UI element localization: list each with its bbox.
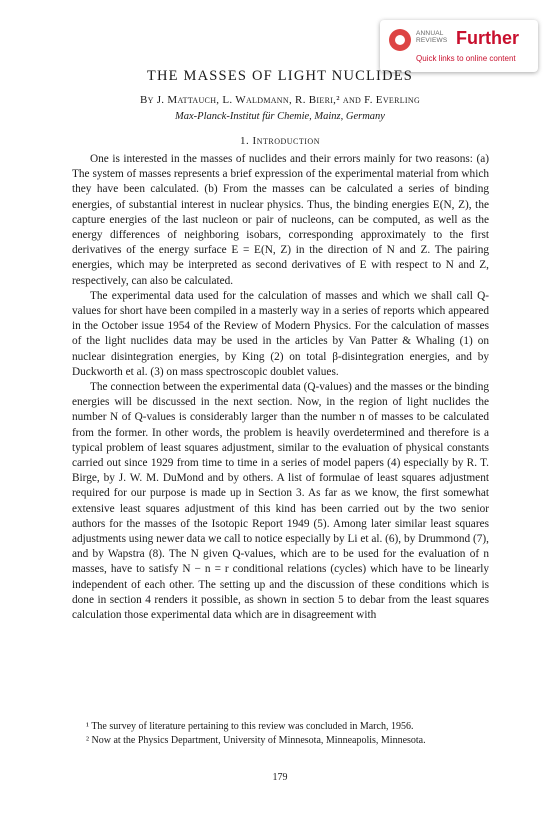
annual-reviews-further-badge[interactable] bbox=[380, 20, 538, 72]
footnote: ² Now at the Physics Department, University of Minnesota, Minneapolis, Minnesota. bbox=[86, 734, 426, 746]
body-text bbox=[72, 152, 489, 623]
paper-affiliation: Max-Planck-Institut für Chemie, Mainz, Germany bbox=[175, 111, 385, 122]
footnotes bbox=[72, 720, 489, 747]
footnote: ¹ The survey of literature pertaining to this review was concluded in March, 1956. bbox=[86, 721, 414, 732]
badge-small-text: ANNUAL REVIEWS bbox=[416, 30, 448, 44]
paper-title: THE MASSES OF LIGHT NUCLIDES bbox=[146, 68, 414, 84]
badge-brand: Further bbox=[456, 28, 519, 48]
section-heading: 1. Introduction bbox=[240, 135, 320, 147]
paragraph: The experimental data used for the calculation of masses and which we shall call Q-values for short have been compiled in a masterly way in a series of reports which appeared in the October issue 1954 of the Review of Modern Physics. For the calculation of masses of the light nuclides data may be used in the articles by Van Patter & Whaling (1) on nuclear disintegration energies, by King (2) on total β-disintegration energies, and by Duckworth et al. (3) on mass spectroscopic doublet values. bbox=[72, 289, 489, 378]
page-number: 179 bbox=[272, 772, 288, 783]
annual-reviews-logo-icon bbox=[389, 29, 411, 51]
paragraph: One is interested in the masses of nuclides and their errors mainly for two reasons: (a) The system of masses represents a brief expression of the experimental material from which they have been calculated. (b) From the masses can be calculated a series of binding energies, of substantial interest in nuclear physics. Thus, the binding energies E(N, Z), the capture energies of the last nucleon or pair of nucleons, can be computed, as well as the energy differences of neighboring isobars, corresponding approximately to the first derivatives of the energy surface E = E(N, Z) in the direction of N and Z. The pairing energies, which may be interpreted as second derivatives of E with respect to N and Z, respectively, can also be calculated. bbox=[72, 153, 489, 287]
paragraph: The connection between the experimental data (Q-values) and the masses or the binding energies will be discussed in the next section. Now, in the region of light nuclides the number N of Q-values is considerably larger than the number n of masses to be calculated from the former. In other words, the problem is heavily overdetermined and therefore is a typical problem of least squares adjustment, similar to the evaluation of physical constants carried out since 1929 from time to time in a series of model papers (4) especially by R. T. Birge, by J. W. M. DuMond and by others. A list of formulae of least squares adjustment required for our purpose is made up in Section 3. As far as we know, the first somewhat extensive least squares adjustment of this kind has been carried out by the two senior authors for the masses of the Isotopic Report 1949 (5). Among later similar least squares adjustments using newer data we call to notice especially by Li et al. (6), by Drummond (7), and by Wapstra (8). The N given Q-values, which are to be used for the evaluation of n masses, have to satisfy N − n = r conditional relations (cycles) which have to be linearly independent of each other. The setting up and the discussion of these conditions which is done in section 4 renders it possible, as shown in section 5 to debar from the least squares calculation those experimental data which are in disagreement with bbox=[72, 381, 489, 622]
badge-tagline: Quick links to online content bbox=[416, 54, 516, 63]
paper-authors: By J. Mattauch, L. Waldmann, R. Bieri,² and F. Everling bbox=[139, 94, 421, 106]
